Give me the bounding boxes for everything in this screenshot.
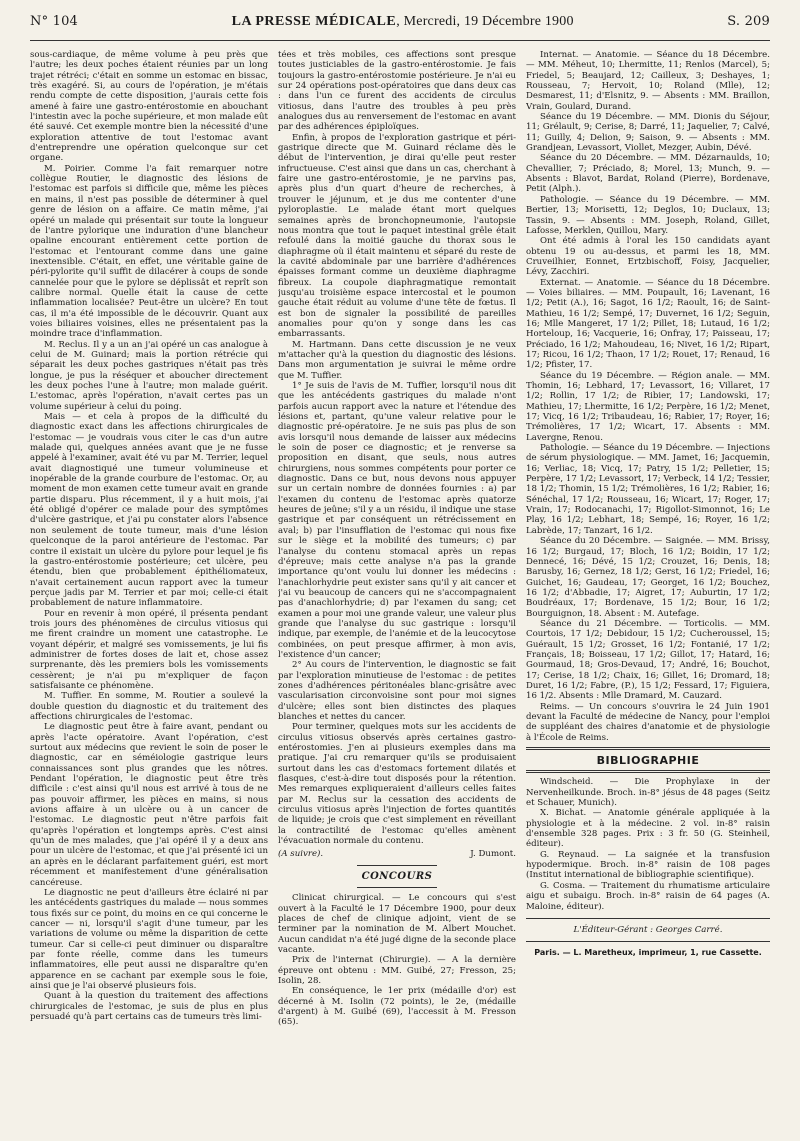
col1-paragraph: Quant à la question du traitement des affections chirurgicales de l'estomac, je suis de plus en plus persuadé qu'à part certains cas de tumeurs très limi- — [30, 991, 268, 1022]
col3-paragraph: Ont été admis à l'oral les 150 candidats ayant obtenu 19 ou au-dessus, et parmi les 18, MM. Cruveilhier, Eonnet, Ertzbischoff, Foisy, Jacquelier, Lévy, Zacchiri. — [526, 236, 770, 278]
section-divider — [357, 865, 437, 866]
author-signature: J. Dumont. — [470, 849, 516, 860]
col2-paragraph: Pour terminer, quelques mots sur les accidents de circulus vitiosus observés après certaines gastro-entérostomies. J'en ai plusieurs exemples dans ma pratique. J'ai cru remarquer qu'ils se produisaient surtout dans les cas d'estomacs fortement dilatés et flasques, c'est-à-dire tout disposés pour la rétention. Mes remarques expliqueraient d'ailleurs celles faites par M. Reclus sur la cessation des accidents de circulus vitiosus après l'injection de fortes quantités de liquide; je crois que c'est simplement en réveillant la contractilité de l'estomac qu'elles amènent l'évacuation normale du contenu. — [278, 722, 516, 847]
bibliography-entry: G. Reynaud. — La saignée et la transfusion hypodermique. Broch. in-8° raisin de 108 pages (Institut international de bibliographie scientifique). — [526, 849, 770, 881]
concours-paragraph: Clinicat chirurgical. — Le concours qui s'est ouvert à la Faculté le 17 Décembre 1900, pour deux places de chef de clinique adjoint, vient de se terminer par la nomination de M. Albert Mouchet. Aucun candidat n'a été jugé digne de la seconde place vacante. — [278, 893, 516, 955]
article-signoff — [278, 849, 516, 859]
col1-paragraph: M. Poirier. Comme l'a fait remarquer notre collègue Routier, le diagnostic des lésions de l'estomac est parfois si difficile que, même les pièces en mains, il n'est pas possible de déterminer à quel genre de lésion on a affaire. Ce matin même, j'ai opéré un malade qui présentait sur toute la longueur de l'antre pylorique une induration d'une blancheur opaline encourant entièrement cette portion de l'estomac et l'entourant comme dans une gaine inextensible. C'était, en effet, une véritable gaine de péri-pylorite qu'il suffit de dilacérer à coups de sonde cannelée pour que le pylore se déplissât et reprît son calibre normal. Quelle était la cause de cette inflammation localisée? Peut-être un ulcère? En tout cas, il m'a été impossible de le découvrir. Quant aux voies biliaires voisines, elles ne présentaient pas la moindre trace d'inflammation. — [30, 163, 268, 340]
page-number: S. 209 — [727, 14, 770, 29]
col3-paragraph: Séance du 19 Décembre. — MM. Dionis du Séjour, 11; Grélault, 9; Cerise, 8; Darré, 11; Jaquelier, 7; Calvé, 11; Guilly, 4; Delion, 9; Saison, 9. — Absents : MM. Grandjean, Levassort, Viollet, Mezger, Aubin, Dévé. — [526, 112, 770, 154]
page-header — [30, 14, 770, 36]
issue-number: N° 104 — [30, 14, 79, 29]
col1-paragraph: M. Reclus. Il y a un an j'ai opéré un cas analogue à celui de M. Guinard; mais la portion rétrécie qui séparait les deux poches gastriques n'était pas très longue, je pus la réséquer et aboucher directement les deux poches l'une à l'autre; mon malade guérit. L'estomac, après l'opération, n'avait certes pas un volume supérieur à celui du poing. — [30, 339, 268, 412]
bibliography-entry: G. Cosma. — Traitement du rhumatisme articulaire aigu et subaigu. Broch. in-8° raisin de 64 pages (A. Maloine, éditeur). — [526, 880, 770, 912]
journal-title — [232, 14, 574, 30]
col3-paragraph: Séance du 20 Décembre. — Saignée. — MM. Brissy, 16 1/2; Burgaud, 17; Bloch, 16 1/2; Boidin, 17 1/2; Dennecé, 16; Dévé, 15 1/2; Crouzet, 16; Denis, 18; Barusby, 16; Gernez, 18 1/2; Gerst, 16 1/2; Friedel, 16; Guichet, 16; Gaudeau, 17; Georget, 16 1/2; Bouchez, 16 1/2; d'Abbadie, 17; Aigret, 17; Auburtin, 17 1/2; Boudréaux, 17; Bordenave, 15 1/2; Bour, 16 1/2; Bourguignon, 18. Absent : M. Autefage. — [526, 536, 770, 619]
section-divider — [526, 941, 770, 942]
section-divider — [526, 747, 770, 750]
col3-paragraph: Séance du 21 Décembre. — Torticolis. — MM. Courtois, 17 1/2; Debidour, 15 1/2; Cucheroussel, 15; Guérault, 15 1/2; Grosset, 16 1/2; Fontanié, 17 1/2; Français, 18; Boisseau, 17 1/2; Gillot, 17; Hatard, 16; Gourmaud, 18; Gros-Devaud, 17; André, 16; Bouchot, 17; Cerise, 18 1/2; Chaix, 16; Gillet, 16; Dromard, 18; Duret, 16 1/2; Fabre, (P.), 15 1/2; Fessard, 17; Figuiera, 16 1/2. Absents : Mlle Dramard, M. Cauzard. — [526, 618, 770, 702]
col3-paragraph: Séance du 20 Décembre. — MM. Dézarnaulds, 10; Chevallier, 7; Préciado, 8; Morel, 13; Munch, 9. — Absents : Blavot, Bardat, Roland (Pierre), Bordenave, Petit (Alph.). — [526, 153, 770, 195]
to-be-continued: (A suivre). — [278, 849, 324, 860]
journal-name: LA PRESSE MÉDICALE — [231, 14, 397, 29]
col3-paragraph: Externat. — Anatomie. — Séance du 18 Décembre. — Voies biliaires. — MM. Poupault, 16; Lavenant, 16 1/2; Petit (A.), 16; Sagot, 16 1/2; Raoult, 16; de Saint-Mathieu, 16 1/2; Sempé, 17; Duvernet, 16 1/2; Seguin, 16; Mlle Mangeret, 17 1/2; Pillet, 18; Lutaud, 16 1/2; Horteloup, 16; Vacquerie, 16; Onfray, 17; Paisseau, 17; Préciado, 16 1/2; Mahoudeau, 16; Nivet, 16 1/2; Ripart, 17; Ricou, 16 1/2; Thaon, 17 1/2; Rouet, 17; Renaud, 16 1/2; Pfister, 17. — [526, 277, 770, 371]
col2-paragraph: 2° Au cours de l'intervention, le diagnostic se fait par l'exploration minutieuse de l'estomac : de petites zones d'adhérences péritonéales blanc-grisâtre avec vascularisation circonvoisine sont pour moi signes d'ulcère; elles sont bien distinctes des plaques blanches et nettes du cancer. — [278, 660, 516, 722]
col3-paragraph: Pathologie. — Séance du 19 Décembre. — MM. Bertier, 13; Morisetti, 12; Deglos, 10; Duclaux, 13; Tassin, 9. — Absents : MM. Joseph, Roland, Gillet, Lafosse, Merklen, Quillou, Mary. — [526, 194, 770, 236]
printer-line: Paris. — L. Maretheux, imprimeur, 1, rue Cassette. — [534, 948, 762, 958]
col1-paragraph: sous-cardiaque, de même volume à peu près que l'autre; les deux poches étaient réunies par un long trajet rétréci; c'était en somme un estomac en bissac, très exagéré. Si, au cours de l'opération, je m'étais rendu compte de cette disposition, j'aurais cette fois amené à faire une gastro-entérostomie en abouchant l'intestin avec la poche supérieure, et mon malade eût été sauvé. Cet exemple montre bien la nécessité d'une exploration attentive de tout l'estomac avant d'entreprendre une opération quelconque sur cet organe. — [30, 50, 268, 164]
concours-paragraph: En conséquence, le 1er prix (médaille d'or) est décerné à M. Isolin (72 points), le 2e, (médaille d'argent) à M. Guibé (69), l'accessit à M. Fresson (65). — [278, 986, 516, 1028]
column-1 — [30, 50, 268, 1135]
editor-line: L'Éditeur-Gérant : Georges Carré. — [573, 924, 723, 935]
col3-paragraph: Séance du 19 Décembre. — Région anale. — MM. Thomin, 16; Lebhard, 17; Levassort, 16; Villaret, 17 1/2; Rollin, 17 1/2; de Ribier, 17; Landowski, 17; Mathieu, 17; Lhermitte, 16 1/2; Perpère, 16 1/2; Menet, 17; Vicq, 16 1/2; Tribaudeau, 16; Rabier, 17; Royer, 16; Trémolières, 17 1/2; Wicart, 17. Absents : MM. Lavergne, Renou. — [526, 370, 770, 443]
bibliography-entry: Windscheid. — Die Prophylaxe in der Nervenheilkunde. Broch. in-8° jésus de 48 pages (Seitz et Schauer, Munich). — [526, 777, 770, 809]
column-2 — [278, 50, 516, 1135]
col1-paragraph: M. Tuffier. En somme, M. Routier a soulevé la double question du diagnostic et du traitement des affections chirurgicales de l'estomac. — [30, 691, 268, 722]
bibliography-entry: X. Bichat. — Anatomie générale appliquée à la physiologie et à la médecine. 2 vol. in-8° raisin d'ensemble 328 pages. Prix : 3 fr. 50 (G. Steinheil, éditeur). — [526, 808, 770, 850]
col2-paragraph: M. Hartmann. Dans cette discussion je ne veux m'attacher qu'à la question du diagnostic des lésions. Dans mon argumentation je suivrai le même ordre que M. Tuffier. — [278, 339, 516, 381]
col3-paragraph: Reims. — Un concours s'ouvrira le 24 Juin 1901 devant la Faculté de médecine de Nancy, pour l'emploi de suppléant des chaires d'anatomie et de physiologie à l'École de Reims. — [526, 701, 770, 743]
col1-paragraph: Le diagnostic peut être à faire avant, pendant ou après l'acte opératoire. Avant l'opération, c'est surtout aux médecins que revient le soin de poser le diagnostic, car en séméiologie gastrique leurs connaissances sont plus grandes que les nôtres. Pendant l'opération, le diagnostic peut être très difficile : c'est ainsi qu'il nous est arrivé à tous de ne pas pouvoir affirmer, les pièces en mains, si nous avions affaire à un ulcère ou à un cancer de l'estomac. Le diagnostic peut n'être parfois fait qu'après l'opération et longtemps après. C'est ainsi qu'un de mes malades, que j'ai opéré il y a deux ans pour un ulcère de l'estomac, et que j'ai présenté ici un an après en le déclarant parfaitement guéri, est mort récemment et manifestement d'une généralisation cancéreuse. — [30, 722, 268, 888]
bibliographie-heading: BIBLIOGRAPHIE — [596, 754, 700, 768]
col1-paragraph: Mais — et cela à propos de la difficulté du diagnostic exact dans les affections chirurgicales de l'estomac — je voudrais vous citer le cas d'un autre malade qui, quelques années avant que je ne fusse appelé à l'examiner, avait été vu par M. Terrier, lequel avait diagnostiqué une tumeur volumineuse et inopérable de la grande courbure de l'estomac. Or, au moment de mon examen cette tumeur avait en grande partie disparu. Plus récemment, il y a huit mois, j'ai été obligé d'opérer ce malade pour des symptômes d'ulcère gastrique, et j'ai pu constater alors l'absence non seulement de toute tumeur, mais d'une lésion quelconque de la paroi antérieure de l'estomac. Par contre il existait un ulcère du pylore pour lequel je fis la gastro-entérostomie postérieure; cet ulcère, peu étendu, bien que probablement épithéliomateux, n'avait certainement aucun rapport avec la tumeur perçue jadis par M. Terrier et par moi; celle-ci était probablement de nature inflammatoire. — [30, 412, 268, 609]
col3-paragraph: Pathologie. — Séance du 19 Décembre. — Injections de sérum physiologique. — MM. Jamet, 16; Jacquemin, 16; Verliac, 18; Vicq, 17; Patry, 15 1/2; Pelletier, 15; Perpère, 17 1/2; Levassort, 17; Verbeck, 14 1/2; Tessier, 18 1/2; Thomin, 15 1/2; Trémolières, 16 1/2; Rabier, 16; Sénéchal, 17 1/2; Rousseau, 16; Wicart, 17; Roger, 17; Vrain, 17; Rodocanachi, 17; Rigollot-Simonnot, 16; Le Play, 16 1/2; Lebhart, 18; Sempé, 16; Royer, 16 1/2; Labrède, 17; Tanzart, 16 1/2. — [526, 443, 770, 536]
col2-paragraph: tées et très mobiles, ces affections sont presque toutes justiciables de la gastro-entérostomie. Je fais toujours la gastro-entérostomie postérieure. Je n'ai eu sur 24 opérations post-opératoires que dans deux cas : dans l'un ce furent des accidents de circulus vitiosus, dans l'autre des troubles à peu près analogues dus au renversement de l'estomac en avant par des adhérences épiploïques. — [278, 50, 516, 133]
col2-paragraph: 1° Je suis de l'avis de M. Tuffier, lorsqu'il nous dit que les antécédents gastriques du malade n'ont parfois aucun rapport avec la nature et l'étendue des lésions et, partant, qu'une valeur relative pour le diagnostic pré-opératoire. Je ne suis pas plus de son avis lorsqu'il nous demande de laisser aux médecins le soin de poser ce diagnostic; et je renverse sa proposition en disant, que seuls, nous autres chirurgiens, nous sommes compétents pour porter ce diagnostic. Dans ce but, nous devons nous appuyer sur un certain nombre de données fournies : a) par l'examen du contenu de l'estomac après quatorze heures de jeûne; s'il y a un résidu, il indique une stase gastrique et par conséquent un rétrécissement en aval; b) par l'insufflation de l'estomac qui nous fixe sur le siège et la mobilité des tumeurs; c) par l'analyse du contenu stomacal après un repas d'épreuve; mais cette analyse n'a pas la grande importance qu'ont voulu lui donner les médecins : l'anachlorhydrie peut exister sans qu'il y ait cancer et j'ai vu beaucoup de cancers qui ne s'accompagnaient pas d'anachlorhydrie; d) par l'examen du sang; cet examen a pour moi une grande valeur, une valeur plus grande que l'analyse du suc gastrique : lorsqu'il indique, par exemple, de l'anémie et de la leucocytose combinées, on peut presque affirmer, à mon avis, l'existence d'un cancer; — [278, 381, 516, 660]
col2-paragraph: Enfin, à propos de l'exploration gastrique et péri-gastrique directe que M. Guinard réclame dès le début de l'intervention, je dirai qu'elle peut rester infructueuse. C'est ainsi que dans un cas, cherchant à faire une gastro-entérostomie, je ne parvins pas, après plus d'un quart d'heure de recherches, à trouver le jéjunum, et je dus me contenter d'une pyloroplastie. Le malade étant mort quelques semaines après de bronchopneumonie, l'autopsie nous montra que tout le paquet intestinal grêle était refoulé dans la moitié gauche du thorax sous le diaphragme où il était maintenu et séparé du reste de la cavité abdominale par une barrière d'adhérences épaisses formant comme un deuxième diaphragme fibreux. La coupole diaphragmatique remontait jusqu'au troisième espace intercostal et le poumon gauche était réduit au volume d'une tête de fœtus. Il est bon de signaler la possibilité de pareilles anomalies pour qu'on y songe dans les cas embarrassants. — [278, 132, 516, 340]
col3-paragraph: Internat. — Anatomie. — Séance du 18 Décembre. — MM. Méheut, 10; Lhermitte, 11; Renlos (Marcel), 5; Friedel, 5; Beaujard, 12; Cailleux, 3; Deshayes, 1; Rousseau, 7; Hervoit, 10; Roland (Mlle), 12; Desmarest, 11; d'Elsnitz, 9. — Absents : MM. Braillon, Vrain, Goulard, Durand. — [526, 50, 770, 112]
section-divider — [357, 887, 437, 888]
section-divider — [526, 770, 770, 773]
section-divider — [526, 918, 770, 919]
concours-heading: CONCOURS — [361, 870, 433, 882]
concours-paragraph: Prix de l'internat (Chirurgie). — A la dernière épreuve ont obtenu : MM. Guibé, 27; Fresson, 25; Isolin, 28. — [278, 955, 516, 986]
col1-paragraph: Pour en revenir à mon opéré, il présenta pendant trois jours des phénomènes de circulus vitiosus qui me firent craindre un moment une catastrophe. Le voyant dépérir, et malgré ses vomissements, je lui fis administrer de fortes doses de lait et, chose assez surprenante, dès les premiers bols les vomissements cessèrent; je n'ai pu m'expliquer de façon satisfaisante ce phénomène. — [30, 608, 268, 691]
header-rule — [30, 40, 770, 41]
col1-paragraph: Le diagnostic ne peut d'ailleurs être éclairé ni par les antécédents gastriques du malade — nous sommes tous fixés sur ce point, du moins en ce qui concerne le cancer — ni, lorsqu'il s'agit d'une tumeur, par les variations de volume ou même la disparition de cette tumeur. Car si celle-ci peut diminuer ou disparaître par fonte réelle, comme dans les tumeurs inflammatoires, elle peut aussi ne disparaître qu'en apparence en se cachant par exemple sous le foie, ainsi que je l'ai observé plusieurs fois. — [30, 887, 268, 991]
column-3 — [526, 50, 770, 1135]
journal-date: , Mercredi, 19 Décembre 1900 — [396, 14, 574, 29]
